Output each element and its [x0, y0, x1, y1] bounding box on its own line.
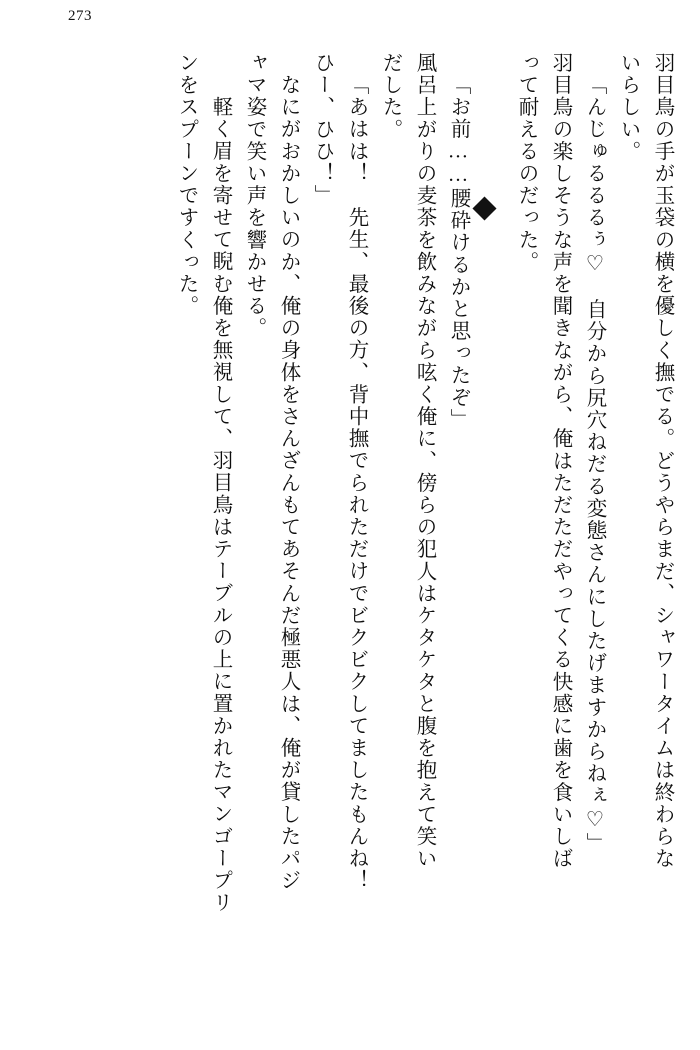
diamond-icon [472, 196, 496, 220]
text-line: 羽目鳥の楽しそうな声を聞きながら、俺はただただやってくる快感に歯を食いしば [549, 52, 571, 870]
text-line: 軽く眉を寄せて睨む俺を無視して、羽目鳥はテーブルの上に置かれたマンゴープリ [209, 96, 231, 914]
text-line: なにがおかしいのか、俺の身体をさんざんもてあそんだ極悪人は、俺が貸したパジ [277, 74, 299, 892]
text-line: ャマ姿で笑い声を響かせる。 [243, 52, 265, 340]
text-line: ンをスプーンですくった。 [175, 52, 197, 318]
text-line: 風呂上がりの麦茶を飲みながら呟く俺に、傍らの犯人はケタケタと腹を抱えて笑い [413, 52, 435, 870]
text-line: 「お前……腰砕けるかと思ったぞ」 [447, 74, 469, 431]
scene-divider [468, 52, 502, 1012]
page-number: 273 [68, 8, 92, 24]
vertical-text-block [34, 52, 672, 1027]
text-line: って耐えるのだった。 [515, 52, 537, 273]
text-line: いらしい。 [617, 52, 639, 163]
text-line: ひー、ひひ！」 [311, 52, 333, 207]
text-line: だした。 [379, 52, 401, 141]
text-line: 羽目鳥の手が玉袋の横を優しく撫でる。どうやらまだ、シャワータイムは終わらな [651, 52, 673, 870]
text-line: 「んじゅるるるぅ♡ 自分から尻穴ねだる変態さんにしたげますからねぇ♡」 [583, 74, 605, 855]
text-line: 「あはは！ 先生、最後の方、背中撫でられただけでビクビクしてましたもんね！ [345, 74, 367, 892]
